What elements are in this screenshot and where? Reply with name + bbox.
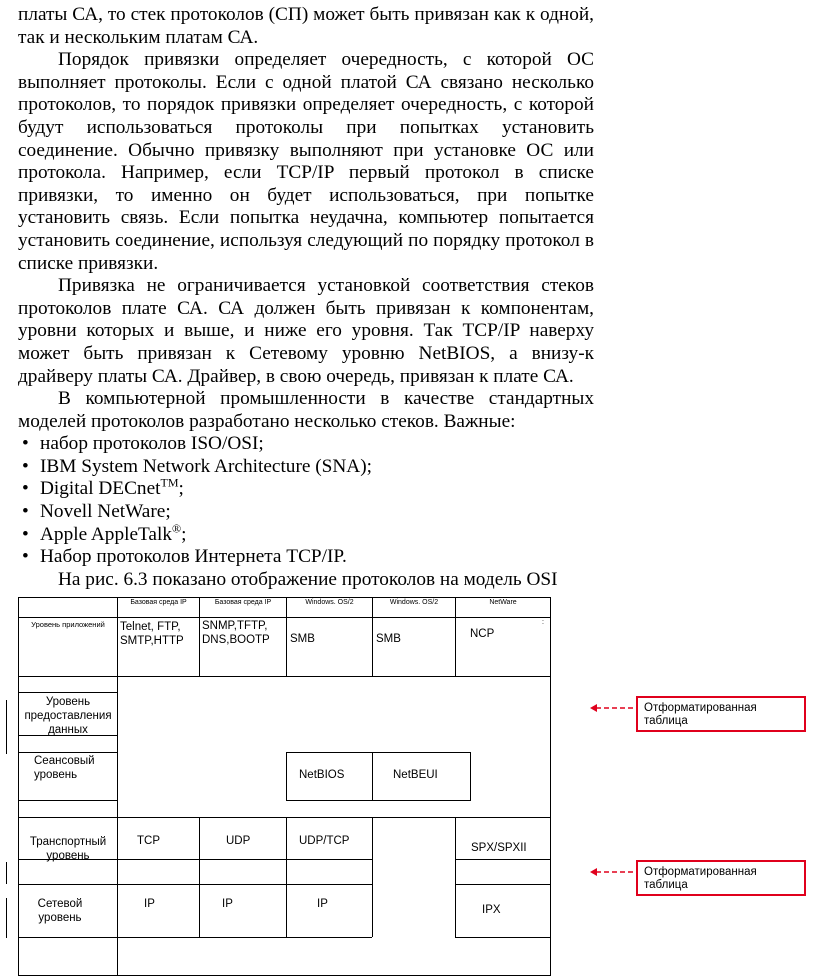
bullet-icon: • <box>22 433 29 455</box>
list-item: • Digital DECnet™; <box>22 476 184 500</box>
registered-superscript: ® <box>171 521 182 536</box>
bullet-icon: • <box>22 523 29 545</box>
column-header: Windows. OS/2 <box>389 599 439 606</box>
bullet-icon: • <box>22 455 29 477</box>
revision-mark <box>6 862 7 884</box>
level-transport-label: Транспортный уровень <box>29 836 107 862</box>
app-cell: SNMP,TFTP, DNS,BOOTP <box>202 620 270 646</box>
column-header: Windows. OS/2 <box>305 599 354 606</box>
app-cell: Telnet, FTP, SMTP,HTTP <box>120 621 184 647</box>
column-header: Базовая среда IP <box>130 599 187 606</box>
protocol-stack-list <box>18 433 594 569</box>
ip-cell: IP <box>222 898 233 910</box>
level-session-label: Сеансовый уровень <box>34 755 95 781</box>
revision-mark <box>6 740 7 754</box>
stray-mark: : <box>542 619 544 626</box>
level-network-label: Сетевой уровень <box>37 898 83 924</box>
udp-cell: UDP <box>226 835 251 847</box>
netbeui-cell: NetBEUI <box>393 769 438 781</box>
document-body <box>18 4 594 591</box>
revision-mark <box>6 898 7 938</box>
callout-arrow-icon <box>590 698 640 718</box>
app-cell: NCP <box>470 628 495 640</box>
list-item: • набор протоколов ISO/OSI; <box>22 433 264 455</box>
osi-protocol-table <box>18 597 551 976</box>
spx-cell: SPX/SPXII <box>471 842 527 854</box>
formatted-table-callout[interactable] <box>636 860 806 896</box>
list-item: • Apple AppleTalk®; <box>22 521 187 545</box>
paragraph-3: Привязка не ограничивается установкой соответствия стеков протоколов плате СА. СА должен быть привязан к компонентам, уровни которых и выше, и ниже его уровня. Так TCP/IP наверху может быть привязан к Сетевому уровню NetBIOS, а внизу-к драйверу платы СА. Драйвер, в свою очередь, привязан к плате СА. <box>18 275 594 387</box>
list-item: • IBM System Network Architecture (SNA); <box>22 455 373 477</box>
ip-cell: IP <box>317 898 328 910</box>
paragraph-1: платы СА, то стек протоколов (СП) может быть привязан как к одной, так и нескольким платам СА. <box>18 4 594 48</box>
trademark-superscript: TM <box>160 476 179 491</box>
callout-text: Отформатированная таблица <box>644 866 757 891</box>
ipx-cell: IPX <box>482 904 501 916</box>
paragraph-2: Порядок привязки определяет очередность, с которой ОС выполняет протоколы. Если с одной платой СА связано несколько протоколов, то порядок привязки определяет очередность, с которой будут использоваться протоколы при попытках установить соединение. Обычно привязку выполняют при установке ОС или протокола. Например, если TCP/IP первый протокол в списке привязки, то именно он будет использоваться, при попытке установить связь. Если попытка неудачна, компьютер попытается установить соединение, используя следующий по порядку протокол в списке привязки. <box>18 49 594 274</box>
app-cell: SMB <box>376 633 401 645</box>
column-header: NetWare <box>489 599 517 606</box>
column-header: Базовая среда IP <box>214 599 272 606</box>
list-item: • Novell NetWare; <box>22 501 171 523</box>
callout-text: Отформатированная таблица <box>644 702 757 727</box>
ip-cell: IP <box>144 898 155 910</box>
bullet-icon: • <box>22 501 29 523</box>
list-item: • Набор протоколов Интернета TCP/IP. <box>22 546 347 568</box>
paragraph-4: В компьютерной промышленности в качестве стандартных моделей протоколов разработано несколько стеков. Важные: <box>18 388 594 432</box>
figure-caption: На рис. 6.3 показано отображение протоколов на модель OSI <box>58 568 558 590</box>
tcp-cell: TCP <box>137 835 160 847</box>
revision-mark <box>6 700 7 740</box>
udp-tcp-cell: UDP/TCP <box>299 835 350 847</box>
bullet-icon: • <box>22 478 29 500</box>
callout-arrow-icon <box>590 862 640 882</box>
bullet-icon: • <box>22 546 29 568</box>
app-cell: SMB <box>290 633 315 645</box>
netbios-cell: NetBIOS <box>299 769 345 781</box>
formatted-table-callout[interactable] <box>636 696 806 732</box>
level-presentation-label: Уровень предоставления данных <box>24 696 112 736</box>
level-application-label: Уровень приложений <box>31 620 105 629</box>
